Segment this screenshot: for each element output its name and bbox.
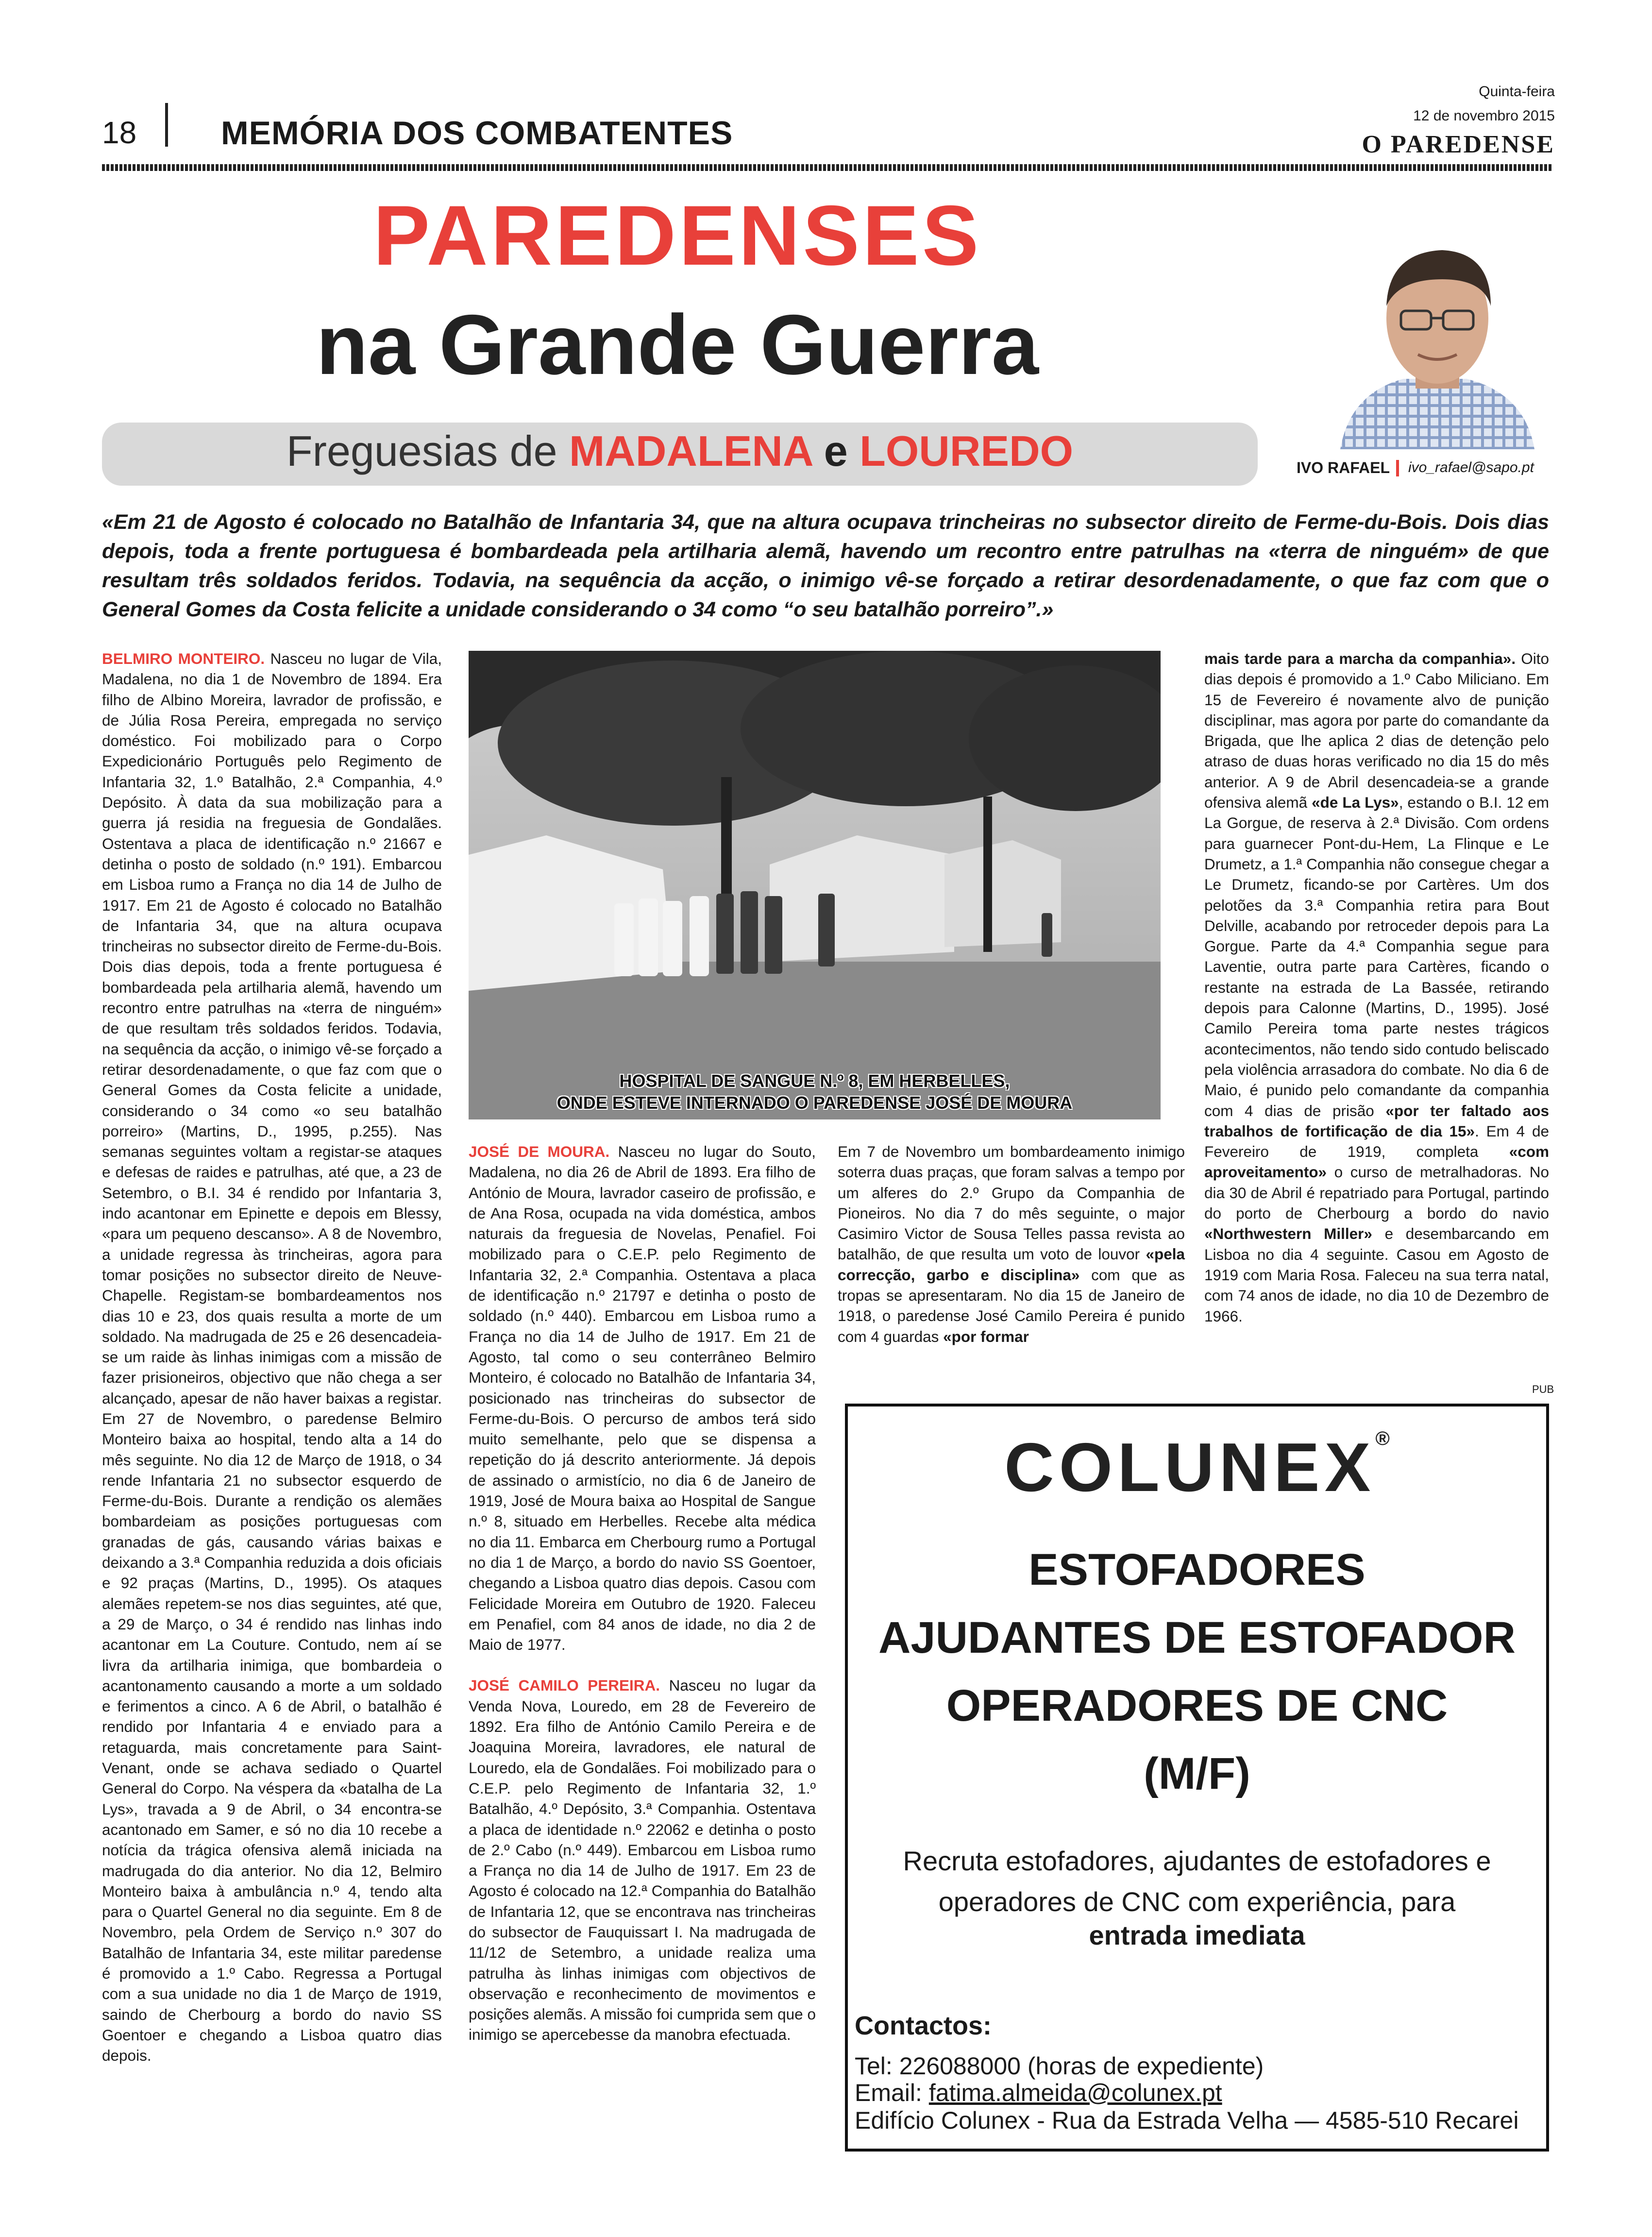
ad-heading-1: ESTOFADORES <box>1028 1545 1365 1594</box>
ad-address: Edifício Colunex - Rua da Estrada Velha — 4585-510 Recarei <box>855 2107 1519 2134</box>
camilo-text: Nasceu no lugar da Venda Nova, Louredo, em 28 de Fevereiro de 1892. Era filho de António Camilo Pereira e de Joaquina Moreira, lavradores, ele natural de Louredo, ela de Gondalães. Foi mobilizado para o C.E.P. pelo Regimento de Infantaria 32, 1.º Batalhão, 4.º Depósito, 3.ª Companhia. Ostentava a placa de identidade n.º 22062 e detinha o posto de 2.º Cabo (n.º 449). Embarcou em Lisboa rumo a França no dia 14 de Julho de 1917. Em 23 de Agosto é colocado na 12.ª Companhia do Batalhão de Infantaria 12, que se encontrava nas trincheiras do subsector de Fauquissart I. Na madrugada de 11/12 de Setembro, a unidade realiza uma patrulha às linhas inimigas com objectivos de observação e reconhecimento de movimentos e posições alemãs. A missão foi cumprida sem que o inimigo se apercebesse da manobra efectuada. <box>469 1677 816 2044</box>
issue-date: 12 de novembro 2015 <box>1413 108 1555 124</box>
pub-label: PUB <box>1532 1383 1554 1395</box>
camilo-text-end: mais tarde para a marcha da companhia». Oito dias depois é promovido a 1.º Cabo Miliciano. Em 15 de Fevereiro é novamente alvo de punição disciplinar, mas agora por parte do comandante da Brigada, que lhe aplica 2 dias de detenção pelo atraso de duas horas verificado no dia 15 do mês anterior. A 9 de Abril desencadeia-se a grande ofensiva alemã «de La Lys», estando o B.I. 12 em La Gorgue, de reserva à 2.ª Divisão. Com ordens para guarnecer Pont-du-Hem, La Flinque e Le Drumetz, a 1.ª Companhia não consegue chegar a Le Drumetz, ficando-se por Cartères. Um dos pelotões da 3.ª Companhia retira para Bout Delville, acabando por retroceder depois para La Gorgue. Parte da 4.ª Companhia segue para Laventie, outra parte para Cartères, ficando o restante na estrada de La Bassée, retirando depois para Calonne (Martins, D., 1995). José Camilo Pereira toma parte nestes trágicos acontecimentos, não tendo sido contudo beliscado pela violência arrasadora do combate. No dia 6 de Maio, é punido pelo comandante da companhia com 4 dias de prisão «por ter faltado aos trabalhos de fortificação de dia 15». Em 4 de Fevereiro de 1919, completa «com aproveitamento» o curso de metralhadoras. No dia 30 de Abril é repatriado para Portugal, partindo do porto de Cherbourg a bordo do navio «Northwestern Miller» e desembarcando em Lisboa no dia 4 seguinte. Casou em Agosto de 1919 com Maria Rosa. Faleceu na sua terra natal, com 74 anos de idade, no dia 10 de Dezembro de 1966. <box>1204 650 1550 1325</box>
subtitle <box>102 426 1258 476</box>
author-name: IVO RAFAEL <box>1297 459 1390 476</box>
header-rule <box>102 164 1551 171</box>
author-email: ivo_rafael@sapo.pt <box>1408 459 1534 475</box>
ad-body-bold: entrada imediata <box>1089 1920 1305 1950</box>
weekday: Quinta-feira <box>1479 84 1555 100</box>
article-column-1 <box>102 648 442 2066</box>
subtitle-prefix: Freguesias de <box>286 427 569 475</box>
headline-line2: na Grande Guerra <box>316 298 1039 392</box>
belmiro-text: Nasceu no lugar de Vila, Madalena, no dia 1 de Novembro de 1894. Era filho de Albino Moreira, lavrador de profissão, e de Júlia Rosa Pereira, empregada no serviço doméstico. Foi mobilizado para o Corpo Expedicionário Português pelo Regimento de Infantaria 32, 1.º Batalhão, 2.ª Companhia, 4.º Depósito. À data da sua mobilização para a guerra já residia na freguesia de Gondalães. Ostentava a placa de identificação n.º 21667 e detinha o posto de soldado (n.º 191). Embarcou em Lisboa rumo a França no dia 14 de Julho de 1917. Em 21 de Agosto é colocado no Batalhão de Infantaria 34, que na altura ocupava trincheiras no subsector direito de Ferme-du-Bois. Dois dias depois, toda a frente portuguesa é bombardeada pela artilharia alemã, havendo um recontro entre patrulhas na «terra de ninguém» de que resultam três soldados feridos. Todavia, na sequência da acção, o inimigo vê-se forçado a retirar desordenadamente, o que faz com que o General Gomes da Costa felicite a unidade, considerando o 34 como «o seu batalhão porreiro» (Martins, D., 1995, p.255). Nas semanas seguintes voltam a registar-se ataques e defesas de raides e patrulhas, até que, a 23 de Setembro, o B.I. 34 é rendido por Infantaria 3, indo acantonar em Epinette e depois em Blessy, «para um pequeno descanso». A 8 de Novembro, a unidade regressa às trincheiras, agora para tomar posições no subsector direito de Neuve-Chapelle. Registam-se bombardeamentos nos dias 10 e 23, dos quais resulta a morte de um soldado. Na madrugada de 25 e 26 desencadeia-se um raide às linhas inimigas com a missão de fazer prisioneiros, objectivo que não chega a ser alcançado, apesar de não haver baixas a registar. Em 27 de Novembro, o paredense Belmiro Monteiro baixa ao hospital, tendo alta a 14 do mês seguinte. No dia 12 de Março de 1918, o 34 rende Infantaria 21 no subsector esquerdo de Ferme-du-Bois. Durante a rendição os alemães bombardeiam as posições portuguesas com granadas de gás, causando várias baixas e deixando a 3.ª Companhia reduzida a dois oficiais e 92 praças (Martins, D., 1995). Os ataques alemães repetem-se nos dias seguintes, até que, a 29 de Março, o 34 é rendido nas linhas indo acantonar em La Couture. Contudo, nem aí se livra da artilharia inimiga, que bombardeia o acantonamento causando a morte a um soldado e ferimentos a cinco. A 6 de Abril, o batalhão é rendido por Infantaria 4 e enviado para a retaguarda, mais concretamente para Saint-Venant, onde se achava sediado o Quartel General do Corpo. Na véspera da «batalha de La Lys», travada a 9 de Abril, o 34 encontra-se acantonado em Samer, e só no dia 10 recebe a notícia da trágica ofensiva alemã iniciada na madrugada do dia anterior. No dia 12, Belmiro Monteiro baixa à ambulância n.º 4, tendo alta para o Quartel General no dia seguinte. Em 8 de Novembro, pela Ordem de Serviço n.º 307 do Batalhão de Infantaria 34, este militar paredense é promovido a 1.º Cabo. Regressa a Portugal com a sua unidade no dia 1 de Março de 1919, saindo de Cherbourg a bordo do navio SS Goentoer e chegando a Lisboa quatro dias depois. <box>102 650 442 2065</box>
author-portrait <box>1321 233 1551 449</box>
camilo-name: JOSÉ CAMILO PEREIRA. <box>469 1677 660 1695</box>
photo-caption-line2: ONDE ESTEVE INTERNADO O PAREDENSE JOSÉ DE MOURA <box>556 1093 1073 1113</box>
article-column-4 <box>1204 648 1549 1326</box>
masthead-logo: O PAREDENSE <box>1362 131 1555 158</box>
header-divider <box>165 103 168 147</box>
page-number: 18 <box>102 115 137 150</box>
headline-line1: PAREDENSES <box>373 188 982 283</box>
moura-name: JOSÉ DE MOURA. <box>469 1143 610 1160</box>
ad-email-line <box>855 2079 1222 2107</box>
hospital-photo <box>469 651 1161 1119</box>
registered-mark: ® <box>1375 1428 1390 1449</box>
ad-email-label: Email: <box>855 2079 929 2106</box>
article-column-3 <box>838 1141 1185 1347</box>
ad-heading-4: (M/F) <box>1144 1749 1250 1798</box>
colunex-logo <box>845 1428 1549 1508</box>
ad-telephone: Tel: 226088000 (horas de expediente) <box>855 2052 1264 2080</box>
ad-body: Recruta estofadores, ajudantes de estofadores e operadores de CNC com experiência, para <box>903 1846 1491 1917</box>
subtitle-and: e <box>812 427 860 475</box>
belmiro-name: BELMIRO MONTEIRO. <box>102 650 265 667</box>
subtitle-louredo: LOUREDO <box>860 427 1074 475</box>
ad-email-link[interactable]: fatima.almeida@colunex.pt <box>928 2079 1222 2106</box>
subtitle-madalena: MADALENA <box>569 427 812 475</box>
lead-paragraph: «Em 21 de Agosto é colocado no Batalhão de Infantaria 34, que na altura ocupava trincheiras no subsector direito de Ferme-du-Bois. Dois dias depois, toda a frente portuguesa é bombardeada pela artilharia alemã, havendo um recontro entre patrulhas na «terra de ninguém» de que resultam três soldados feridos. Todavia, na sequência da acção, o inimigo vê-se forçado a retirar desordenadamente, o que faz com que o General Gomes da Costa felicite a unidade considerando o 34 como “o seu batalhão porreiro”.» <box>102 510 1549 621</box>
moura-text: Nasceu no lugar do Souto, Madalena, no dia 26 de Abril de 1893. Era filho de António de Moura, lavrador caseiro de profissão, e de Ana Rosa, ocupada na vida doméstica, ambos naturais da freguesia de Novelas, Penafiel. Foi mobilizado para o C.E.P. pelo Regimento de Infantaria 32, 2.ª Companhia. Ostentava a placa de identificação n.º 21797 e detinha o posto de soldado (n.º 440). Embarcou em Lisboa rumo a França no dia 14 de Julho de 1917. Em 21 de Agosto, tal como o seu conterrâneo Belmiro Monteiro, é colocado no Batalhão de Infantaria 34, posicionado nas trincheiras do subsector de Ferme-du-Bois. O percurso de ambos terá sido muito semelhante, pelo que se dispensa a repetição do já descrito anteriormente. Já depois de assinado o armistício, no dia 6 de Janeiro de 1919, José de Moura baixa ao Hospital de Sangue n.º 8, situado em Herbelles. Recebe alta médica no dia 11. Embarca em Cherbourg rumo a Portugal no dia 1 de Março, a bordo do navio SS Goentoer, chegando a Lisboa quatro dias depois. Casou com Felicidade Moreira em Outubro de 1920. Faleceu em Penafiel, com 84 anos de idade, no dia 2 de Maio de 1977. <box>469 1143 816 1654</box>
author-separator <box>1396 460 1399 476</box>
photo-caption-line1: HOSPITAL DE SANGUE N.º 8, EM HERBELLES, <box>619 1071 1010 1091</box>
ad-heading-2: AJUDANTES DE ESTOFADOR <box>878 1613 1516 1662</box>
section-title: MEMÓRIA DOS COMBATENTES <box>221 115 733 152</box>
colunex-logo-text: COLUNEX <box>1004 1429 1376 1506</box>
camilo-text-continued: Em 7 de Novembro um bombardeamento inimigo soterra duas praças, que foram salvas a tempo por um alferes do 2.º Grupo da Companhia de Pioneiros. No dia 7 do mês seguinte, o major Casimiro Victor de Sousa Telles passa revista ao batalhão, de que resulta um voto de louvor «pela correcção, garbo e disciplina» com que as tropas se apresentaram. No dia 15 de Janeiro de 1918, o paredense José Camilo Pereira é punido com 4 guardas «por formar <box>838 1143 1185 1345</box>
ad-contacts-title: Contactos: <box>855 2011 992 2040</box>
ad-heading-3: OPERADORES DE CNC <box>946 1681 1448 1730</box>
article-column-2 <box>469 1141 816 2045</box>
